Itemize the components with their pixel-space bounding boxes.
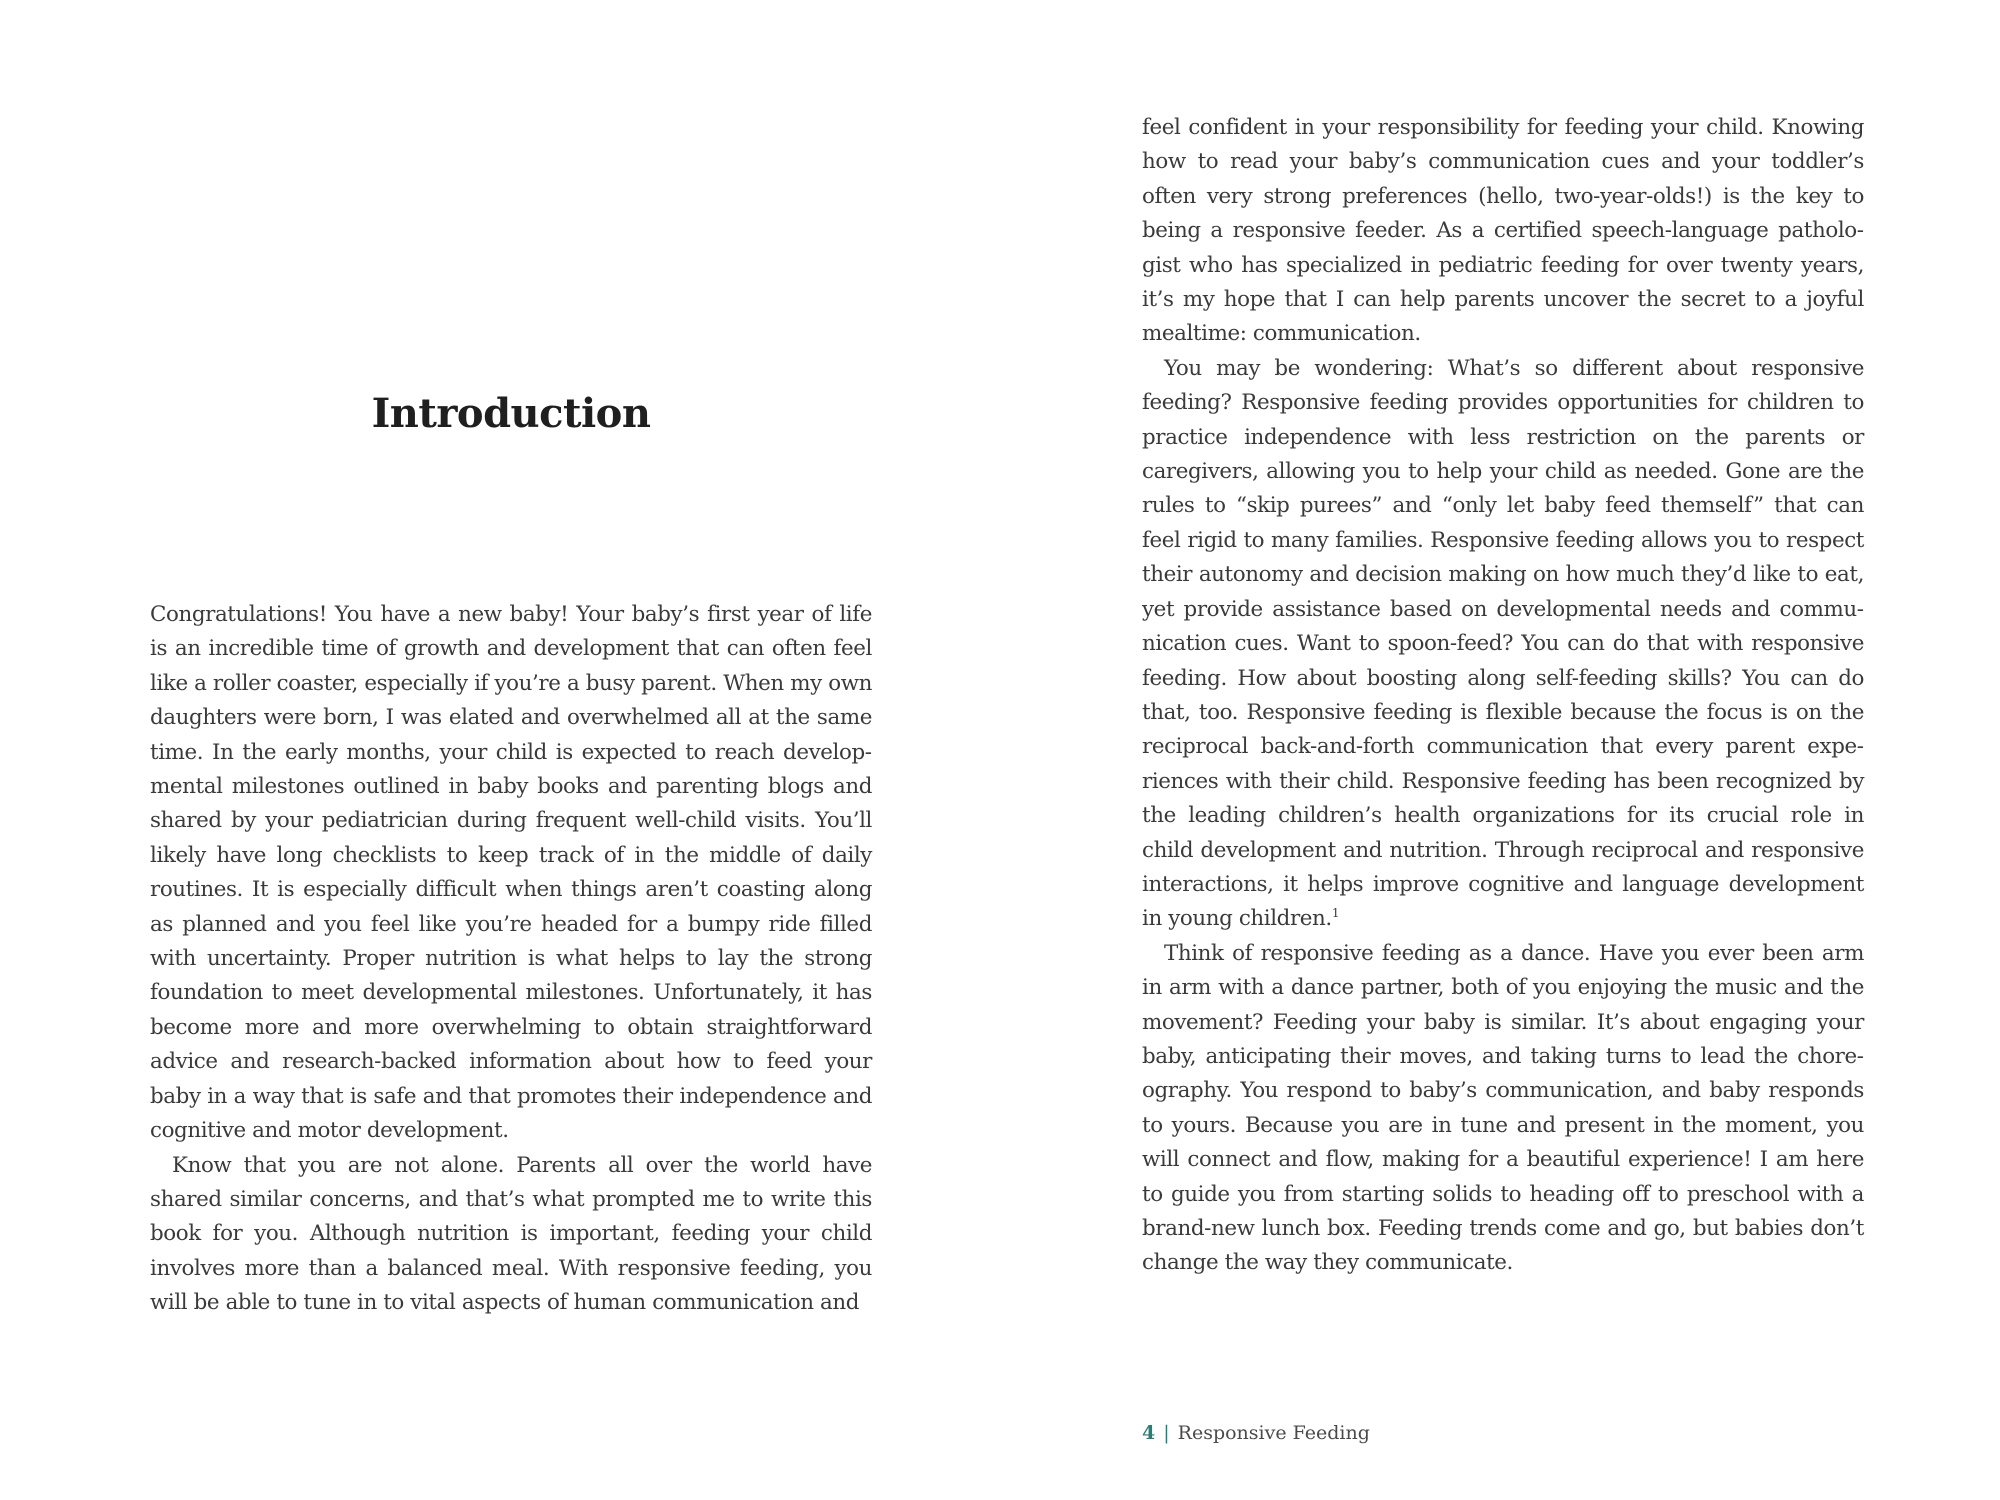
- footer-separator: |: [1163, 1422, 1170, 1444]
- page-number: 4: [1142, 1422, 1156, 1444]
- right-page: [1000, 0, 2000, 1500]
- page-footer: [1142, 1422, 1370, 1444]
- paragraph-text: You may be wondering: What’s so different about responsive feeding? Responsive feeding provides opportunities for children to practice independence with less restriction on the parents or caregivers, allowing you to help your child as needed. Gone are the rules to “skip purees” and “only let baby feed themself” that can feel rigid to many families. Responsive feeding allows you to respect their autonomy and decision making on how much they’d like to eat, yet provide assistance based on developmental needs and communication cues. Want to spoon-feed? You can do that with responsive feeding. How about boosting along self-feeding skills? You can do that, too. Responsive feeding is flexible because the focus is on the reciprocal back-and-forth communication that every parent experiences with their child. Responsive feeding has been recognized by the leading children’s health organizations for its crucial role in child development and nutrition. Through reciprocal and responsive interactions, it helps improve cognitive and language development in young children.: [1142, 355, 1864, 932]
- paragraph: Know that you are not alone. Parents all over the world have shared similar concerns, and that’s what prompted me to write this book for you. Although nutrition is important, feeding your child involves more than a balanced meal. With responsive feeding, you will be able to tune in to vital aspects of human communication and: [150, 1152, 872, 1316]
- left-page-body: [150, 598, 872, 1321]
- paragraph: feel confident in your responsibility for feeding your child. Knowing how to read your baby’s communication cues and your toddler’s often very strong preferences (hello, two-year-olds!) is the key to being a responsive feeder. As a certified speech-language pathologist who has specialized in pediatric feeding for over twenty years, it’s my hope that I can help parents uncover the secret to a joyful mealtime: communication.: [1142, 115, 1864, 347]
- paragraph: Congratulations! You have a new baby! Your baby’s first year of life is an incredible time of growth and development that can often feel like a roller coaster, especially if you’re a busy parent. When my own daughters were born, I was elated and overwhelmed all at the same time. In the early months, your child is expected to reach developmental milestones outlined in baby books and parenting blogs and shared by your pediatrician during frequent well-child visits. You’ll likely have long checklists to keep track of in the middle of daily routines. It is especially difficult when things aren’t coasting along as planned and you feel like you’re headed for a bumpy ride filled with uncertainty. Proper nutrition is what helps to lay the strong foundation to meet developmental milestones. Unfortunately, it has become more and more overwhelming to obtain straightforward advice and research-backed information about how to feed your baby in a way that is safe and that promotes their independence and cognitive and motor development.: [150, 602, 872, 1144]
- right-page-body: [1142, 111, 1864, 1281]
- paragraph: [1142, 352, 1864, 937]
- chapter-title: Introduction: [371, 390, 651, 437]
- paragraph: Think of responsive feeding as a dance. Have you ever been arm in arm with a dance partner, both of you enjoying the music and the movement? Feeding your baby is similar. It’s about engaging your baby, anticipating their moves, and taking turns to lead the choreography. You respond to baby’s communication, and baby responds to yours. Because you are in tune and present in the moment, you will connect and flow, making for a beautiful experience! I am here to guide you from starting solids to heading off to preschool with a brand-new lunch box. Feeding trends come and go, but babies don’t change the way they communicate.: [1142, 940, 1864, 1276]
- footnote-reference[interactable]: 1: [1331, 906, 1340, 921]
- running-title: Responsive Feeding: [1177, 1422, 1370, 1444]
